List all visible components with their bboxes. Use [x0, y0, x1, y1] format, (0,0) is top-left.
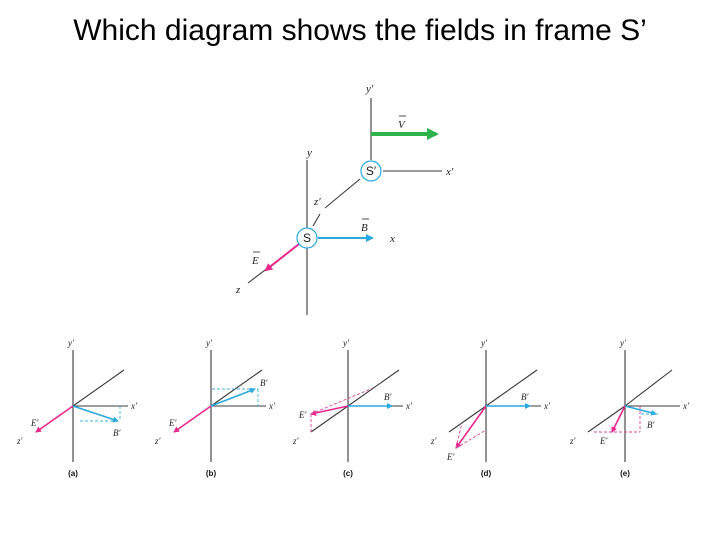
option-d-b-label: B′ [521, 392, 529, 402]
slide-title: Which diagram shows the fields in frame S’ [73, 14, 647, 47]
option-b-diagonal-axis [211, 370, 262, 406]
option-d-e-arrow [456, 406, 486, 448]
option-b-z-label: z′ [155, 436, 161, 446]
option-e-e-label: E′ [600, 436, 608, 446]
option-a-y-label: y′ [68, 338, 74, 348]
option-b-e-arrow [174, 406, 211, 432]
s-y-label: y [307, 147, 312, 159]
option-d-e-dash-b [456, 430, 486, 448]
option-b-e-label: E′ [169, 418, 177, 428]
option-b-y-label: y′ [206, 338, 212, 348]
option-a[interactable] [16, 338, 138, 478]
main-figure [235, 83, 454, 315]
option-a-b-label: B′ [113, 428, 121, 438]
e-field-label: E [252, 255, 259, 267]
option-b-b-arrow [211, 389, 255, 406]
s-prime-z-label: z′ [314, 196, 321, 208]
b-field-label: B [361, 222, 368, 234]
s-prime-origin-label: S′ [365, 164, 377, 178]
option-e-z-axis [588, 406, 625, 432]
option-c-y-label: y′ [343, 338, 349, 348]
option-d-diagonal-axis [486, 370, 537, 406]
option-d[interactable] [430, 338, 551, 478]
option-e-b-arrow [625, 406, 656, 414]
option-e[interactable] [569, 338, 690, 478]
s-origin-label: S [302, 231, 312, 245]
option-c[interactable] [292, 338, 413, 478]
option-c-x-label: x′ [406, 401, 412, 411]
s-prime-z-axis-extension [313, 214, 320, 226]
option-d-z-label: z′ [431, 436, 437, 446]
option-a-b-arrow [73, 406, 118, 421]
option-e-z-label: z′ [570, 436, 576, 446]
option-c-z-label: z′ [293, 436, 299, 446]
option-e-b-label: B′ [647, 420, 655, 430]
option-c-e-label: E′ [299, 410, 307, 420]
option-b-caption: (b) [205, 469, 217, 478]
option-e-caption: (e) [620, 469, 630, 478]
s-prime-x-label: x′ [446, 166, 454, 178]
option-d-caption: (d) [480, 469, 492, 478]
option-a-e-label: E′ [31, 418, 39, 428]
option-a-x-label: x′ [131, 401, 137, 411]
s-z-label: z [236, 284, 241, 296]
option-d-z-axis [449, 406, 486, 432]
option-a-caption: (a) [68, 469, 78, 478]
s-prime-y-label: y′ [366, 83, 374, 95]
option-a-z-label: z′ [17, 436, 23, 446]
s-prime-z-axis [325, 179, 360, 208]
s-x-label: x [390, 233, 395, 245]
option-b-b-label: B′ [260, 378, 268, 388]
option-c-caption: (c) [343, 469, 353, 478]
option-d-x-label: x′ [544, 401, 550, 411]
e-field-arrow [266, 244, 299, 270]
velocity-label: V [398, 119, 405, 131]
option-b[interactable] [154, 338, 276, 478]
option-b-x-label: x′ [269, 401, 275, 411]
option-a-diagonal-axis [73, 370, 124, 406]
option-a-e-arrow [36, 406, 73, 432]
option-e-diagonal-axis [625, 370, 672, 406]
option-c-b-label: B′ [384, 392, 392, 402]
option-e-y-label: y′ [620, 338, 626, 348]
option-d-y-label: y′ [481, 338, 487, 348]
option-e-x-label: x′ [683, 401, 689, 411]
option-d-e-label: E′ [447, 452, 455, 462]
